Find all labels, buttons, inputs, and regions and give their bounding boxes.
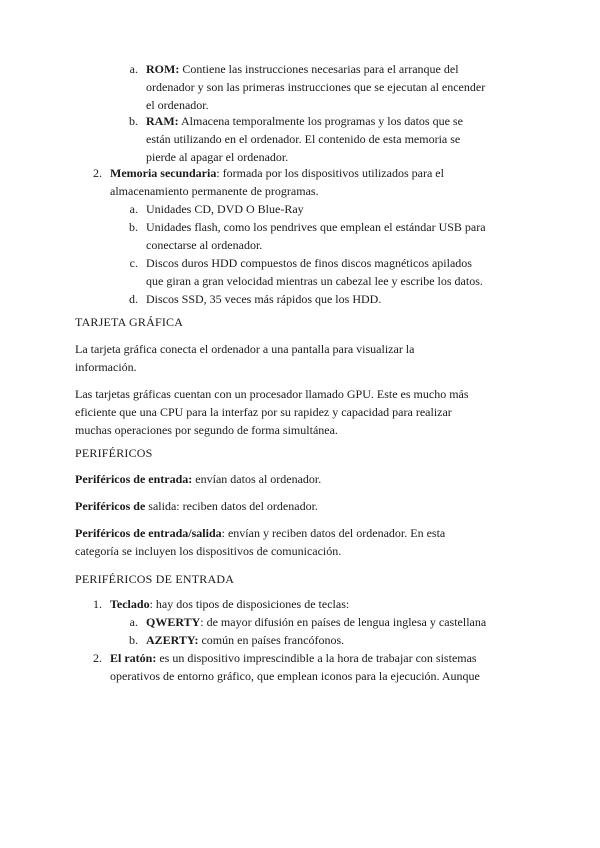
list-marker: b. [129,114,138,128]
section-heading-perifericos-entrada: PERIFÉRICOS DE ENTRADA [75,572,235,586]
list-marker: d. [129,292,138,306]
raton-line-1: El ratón: es un dispositivo imprescindible a la hora de trabajar con sistemas [110,651,477,665]
tarjeta-paragraph-2: Las tarjetas gráficas cuentan con un procesador llamado GPU. Este es mucho más eficiente que una CPU para la interfaz por su rapidez y capacidad para realizar muchas operaciones por segundo de forma simultánea. [75,387,469,437]
memoria-item-c-1: Discos duros HDD compuestos de finos discos magnéticos apilados [146,256,472,270]
memoria-item-a: Unidades CD, DVD O Blue-Ray [146,202,304,216]
perifericos-entrada-term: Periféricos de entrada: [75,472,193,486]
raton-line-2: operativos de entorno gráfico, que emplean iconos para la ejecución. Aunque [110,669,480,683]
list-marker: 2. [93,651,102,665]
memoria-item-d: Discos SSD, 35 veces más rápidos que los HDD. [146,292,382,306]
memoria-line-1: Memoria secundaria: formada por los dispositivos utilizados para el [110,166,444,180]
rom-line-3: el ordenador. [146,98,209,112]
teclado-item-azerty: AZERTY: común en países francófonos. [146,633,345,647]
teclado-line: Teclado: hay dos tipos de disposiciones de teclas: [110,597,350,611]
ram-line-3: pierde al apagar el ordenador. [146,150,289,164]
memoria-item-c-2: que giran a gran velocidad mientras un cabezal lee y escribe los datos. [146,274,483,288]
section-heading-perifericos: PERIFÉRICOS [75,446,153,460]
list-marker: a. [129,615,138,629]
list-marker: b. [129,220,138,234]
azerty-term: AZERTY: [146,633,199,647]
perifericos-es-paragraph: Periféricos de entrada/salida: envían y reciben datos del ordenador. En esta categoría se incluyen los dispositivos de comunicación. [75,526,446,558]
memoria-term: Memoria secundaria [110,166,217,180]
tarjeta-paragraph-1: La tarjeta gráfica conecta el ordenador a una pantalla para visualizar la información. [75,342,415,374]
qwerty-term: QWERTY [146,615,201,629]
section-heading-tarjeta: TARJETA GRÁFICA [75,315,184,329]
rom-line-2: ordenador y son las primeras instrucciones que se ejecutan al encender [146,80,486,94]
list-marker: 1. [93,597,102,611]
list-marker: c. [129,256,138,270]
memoria-item-b-1: Unidades flash, como los pendrives que emplean el estándar USB para [146,220,486,234]
ram-term: RAM: [146,114,179,128]
perifericos-es-term: Periféricos de entrada/salida [75,526,222,540]
perifericos-salida-paragraph: Periféricos de salida: reciben datos del ordenador. [75,499,318,513]
memoria-item-b-2: conectarse al ordenador. [146,238,263,252]
perifericos-entrada-paragraph: Periféricos de entrada: envían datos al ordenador. [75,472,322,486]
memoria-line-2: almacenamiento permanente de programas. [110,184,319,198]
raton-term: El ratón: [110,651,157,665]
rom-term: ROM: [146,62,180,76]
rom-line-1: ROM: Contiene las instrucciones necesarias para el arranque del [146,62,459,76]
list-marker: 2. [93,166,102,180]
perifericos-salida-term: Periféricos de [75,499,146,513]
list-marker: b. [129,633,138,647]
ram-line-1: RAM: Almacena temporalmente los programas y los datos que se [146,114,463,128]
ram-line-2: están utilizando en el ordenador. El contenido de esta memoria se [146,132,461,146]
list-marker: a. [129,202,138,216]
teclado-term: Teclado [110,597,150,611]
list-marker: a. [129,62,138,76]
teclado-item-qwerty: QWERTY: de mayor difusión en países de lengua inglesa y castellana [146,615,487,629]
